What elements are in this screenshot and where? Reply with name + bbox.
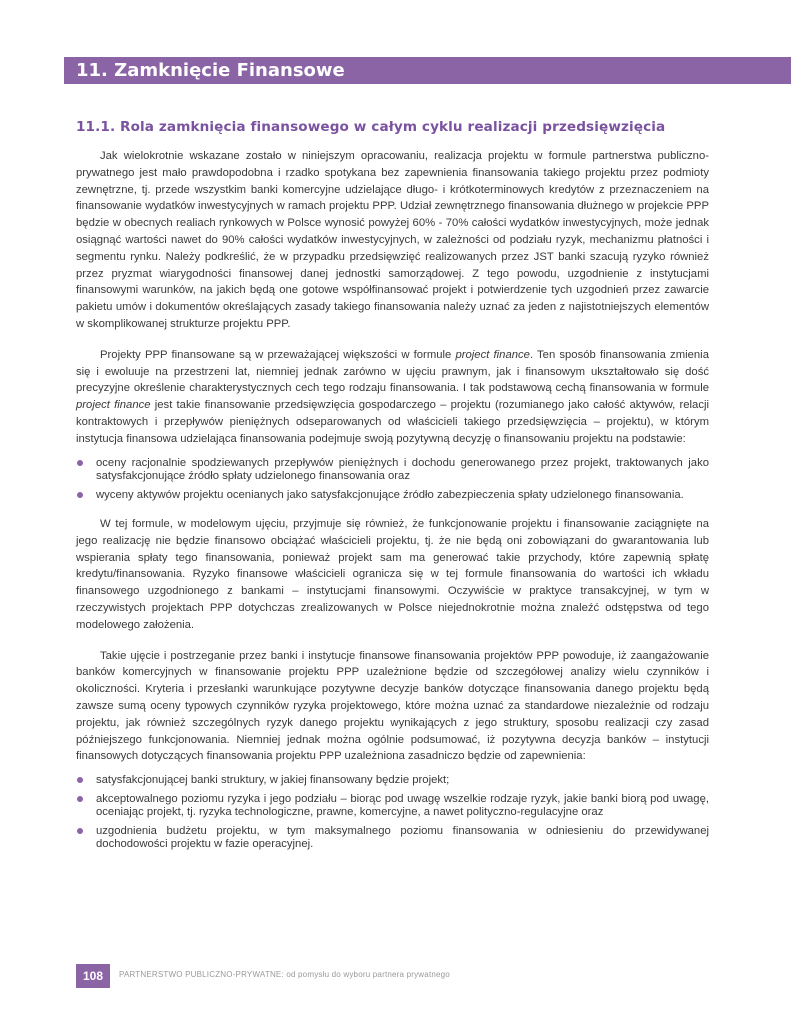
- paragraph-2-emphasis-2: project finance: [76, 399, 151, 412]
- bullet-list-2: [76, 774, 709, 852]
- paragraph-4: Takie ujęcie i postrzeganie przez banki i instytucje finansowe finansowania projektów PPP powoduje, iż zaangażowanie banków komercyjnych w finansowanie projektu PPP uzależnione będzie od szczegółowej analizy wielu czynników i okoliczności. Kryteria i przesłanki warunkujące pozytywne decyzje banków dotyczące finansowania danego projektu będą zawsze sumą oceny typowych czynników ryzyka projektowego, które można uznać za standardowe niezależnie od rodzaju projektu, jak również szczególnych ryzyk danego projektu wynikających z jego struktury, sposobu realizacji czy zasad późniejszego funkcjonowania. Niemniej jednak można ogólnie podsumować, iż pozytywna decyzja banków – instytucji finansowych dotyczących finansowania projektu PPP uzależniona zasadniczo będzie od zapewnienia:: [76, 649, 709, 763]
- bullet-dot-icon: [77, 796, 83, 802]
- list-item-text: wyceny aktywów projektu ocenianych jako satysfakcjonujące źródło zabezpieczenia spłaty udzielonego finansowania.: [96, 488, 684, 501]
- list-item-text: satysfakcjonującej banki struktury, w jakiej finansowany będzie projekt;: [96, 774, 450, 787]
- page-number: 108: [76, 964, 110, 988]
- section-title: 11.1. Rola zamknięcia finansowego w całym cyklu realizacji przedsięwzięcia: [76, 119, 666, 135]
- paragraph-2: [76, 347, 709, 448]
- list-item-text: akceptowalnego poziomu ryzyka i jego podziału – biorąc pod uwagę wszelkie rodzaje ryzyk, jakie banki biorą pod uwagę, oceniając projekt, tj. ryzyka technologiczne, prawne, komercyjne, a nawet polityczno-regulacyjne oraz: [96, 792, 709, 819]
- list-item: [76, 774, 709, 788]
- paragraph-2-text-b: . Ten sposób finansowania zmienia się i ewoluuje na przestrzeni lat, niemniej jednak zarówno w ujęciu prawnym, jak i finansowym ukształtowało się dość precyzyjne określenie charakterystycznych cech tego rodzaju finansowania. I tak podstawową cechą finansowania w formule: [76, 348, 709, 395]
- bullet-dot-icon: [77, 492, 83, 498]
- bullet-dot-icon: [77, 828, 83, 834]
- bullet-list-1: [76, 457, 709, 503]
- list-item-text: uzgodnienia budżetu projektu, w tym maksymalnego poziomu finansowania w odniesieniu do przewidywanej dochodowości projektu w fazie operacyjnej.: [96, 824, 709, 851]
- list-item: [76, 793, 709, 820]
- footer-publication-title: [119, 970, 450, 979]
- chapter-title-bar: [64, 57, 791, 84]
- list-item-text: oceny racjonalnie spodziewanych przepływów pieniężnych i dochodu generowanego przez projekt, traktowanych jako satysfakcjonujące źródło spłaty udzielonego finansowania oraz: [96, 456, 709, 483]
- paragraph-3: W tej formule, w modelowym ujęciu, przyjmuje się również, że funkcjonowanie projektu i finansowanie zaciągnięte na jego realizację nie będzie finansowo obciążać właścicieli projektu, tj. że nie będą oni zobowiązani do gwarantowania lub wspierania spłaty tego finansowania, ponieważ projekt sam ma generować takie przychody, które zapewnią spłatę kredytu/finansowania. Ryzyko finansowe właścicieli ogranicza się w tej formule finansowania do wartości ich wkładu finansowego uzgodnionego z bankami – instytucjami finansowymi. Oczywiście w praktyce transakcyjnej, w tym w rzeczywistych projektach PPP dotychczas zrealizowanych w Polsce niejednokrotnie można znaleźć odstępstwa od tego modelowego założenia.: [76, 518, 709, 631]
- bullet-dot-icon: [77, 777, 83, 783]
- footer-publication-upper: PARTNERSTWO PUBLICZNO-PRYWATNE:: [119, 970, 284, 979]
- bullet-dot-icon: [77, 460, 83, 466]
- footer-publication-sub: od pomysłu do wyboru partnera prywatnego: [283, 970, 450, 979]
- paragraph-1: Jak wielokrotnie wskazane zostało w niniejszym opracowaniu, realizacja projektu w formule partnerstwa publiczno-prywatnego jest mało prawdopodobna i rzadko spotykana bez zapewnienia finansowania takiego projektu przez podmioty zewnętrzne, tj. przede wszystkim banki komercyjne udzielające długo- i krótkoterminowych kredytów z przeznaczeniem na finansowanie wydatków inwestycyjnych w ramach projektu PPP. Udział zewnętrznego finansowania dłużnego w projekcie PPP będzie w obecnych realiach rynkowych w Polsce wynosić powyżej 60% - 70% całości wydatków inwestycyjnych, może jednak osiągnąć wartości nawet do 90% całości wydatków inwestycyjnych, w zależności od podziału ryzyk, mechanizmu płatności i segmentu rynku. Należy podkreślić, że w przypadku przedsięwzięć realizowanych przez JST banki szacują ryzyko również przez pryzmat wiarygodności finansowej danej jednostki samorządowej. Z tego powodu, uzgodnienie z instytucjami finansowymi warunków, na jakich będą one gotowe współfinansować projekt i potwierdzenie tych uzgodnień przez zawarcie pakietu umów i dokumentów określających zasady takiego finansowania należy uznać za jeden z najistotniejszych elementów w skomplikowanej strukturze projektu PPP.: [76, 150, 709, 330]
- paragraph-2-text-c: jest takie finansowanie przedsięwzięcia gospodarczego – projektu (rozumianego jako całość aktywów, relacji kontraktowych i przepływów pieniężnych odseparowanych od właścicieli takiego przedsięwzięcia – projektu), w którym instytucja finansowa udzielająca finansowania podejmuje swoją pozytywną decyzję o finansowaniu projektu na podstawie:: [76, 399, 709, 445]
- paragraph-2-text-a: Projekty PPP finansowane są w przeważającej większości w formule: [100, 348, 456, 361]
- list-item: [76, 489, 709, 503]
- body-content: [76, 148, 709, 857]
- chapter-title: 11. Zamknięcie Finansowe: [76, 60, 345, 81]
- list-item: [76, 825, 709, 852]
- paragraph-2-emphasis-1: project finance: [455, 348, 530, 361]
- list-item: [76, 457, 709, 484]
